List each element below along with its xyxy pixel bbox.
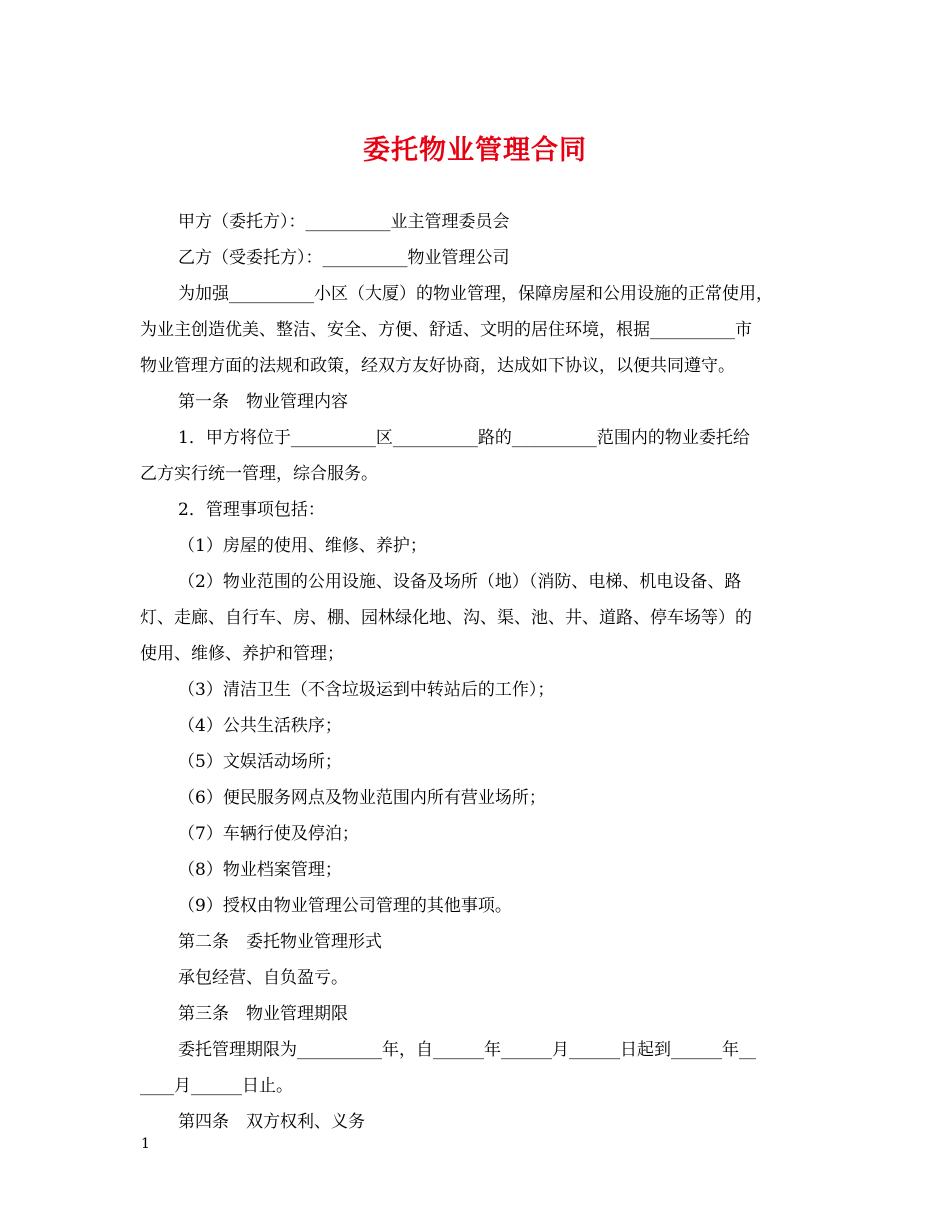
paragraph-line: 乙方（受委托方）：__________物业管理公司 bbox=[178, 248, 510, 268]
paragraph-line: 第一条 物业管理内容 bbox=[178, 392, 348, 412]
paragraph-line: （5）文娱活动场所； bbox=[178, 752, 342, 772]
document-body bbox=[140, 204, 816, 1140]
paragraph-line: 第四条 双方权利、义务 bbox=[178, 1112, 365, 1132]
paragraph-line: 2．管理事项包括： bbox=[178, 500, 325, 520]
paragraph-line: 第二条 委托物业管理形式 bbox=[178, 932, 382, 952]
paragraph-line: 承包经营、自负盈亏。 bbox=[178, 968, 348, 988]
paragraph-line: 为业主创造优美、整洁、安全、方便、舒适、文明的居住环境，根据__________市 bbox=[140, 320, 752, 340]
paragraph-line: （6）便民服务网点及物业范围内所有营业场所； bbox=[178, 788, 546, 808]
paragraph-line: （1）房屋的使用、维修、养护； bbox=[178, 536, 427, 556]
page-number: 1 bbox=[141, 1136, 150, 1152]
paragraph-line: （7）车辆行使及停泊； bbox=[178, 824, 359, 844]
paragraph-line: 1．甲方将位于__________区__________路的__________范围内的物业委托给 bbox=[178, 428, 750, 448]
paragraph-line: （2）物业范围的公用设施、设备及场所（地）（消防、电梯、机电设备、路 bbox=[178, 572, 742, 592]
paragraph-line: 甲方（委托方）：__________业主管理委员会 bbox=[178, 212, 510, 232]
paragraph-line: 物业管理方面的法规和政策，经双方友好协商，达成如下协议，以便共同遵守。 bbox=[140, 356, 735, 376]
document-title: 委托物业管理合同 bbox=[363, 135, 587, 166]
paragraph-line: 灯、走廊、自行车、房、棚、园林绿化地、沟、渠、池、井、道路、停车场等）的 bbox=[140, 608, 752, 628]
paragraph-line: （3）清洁卫生（不含垃圾运到中转站后的工作）； bbox=[178, 680, 555, 700]
paragraph-line: （4）公共生活秩序； bbox=[178, 716, 342, 736]
paragraph-line: （8）物业档案管理； bbox=[178, 860, 342, 880]
paragraph-line: ____月______日止。 bbox=[140, 1076, 293, 1096]
paragraph-line: （9）授权由物业管理公司管理的其他事项。 bbox=[178, 896, 512, 916]
paragraph-line: 为加强__________小区（大厦）的物业管理，保障房屋和公用设施的正常使用， bbox=[178, 284, 773, 304]
paragraph-line: 第三条 物业管理期限 bbox=[178, 1004, 348, 1024]
paragraph-line: 委托管理期限为__________年，自______年______月______日起到______年__ bbox=[178, 1040, 756, 1060]
paragraph-line: 乙方实行统一管理，综合服务。 bbox=[140, 464, 378, 484]
paragraph-line: 使用、维修、养护和管理； bbox=[140, 644, 344, 664]
